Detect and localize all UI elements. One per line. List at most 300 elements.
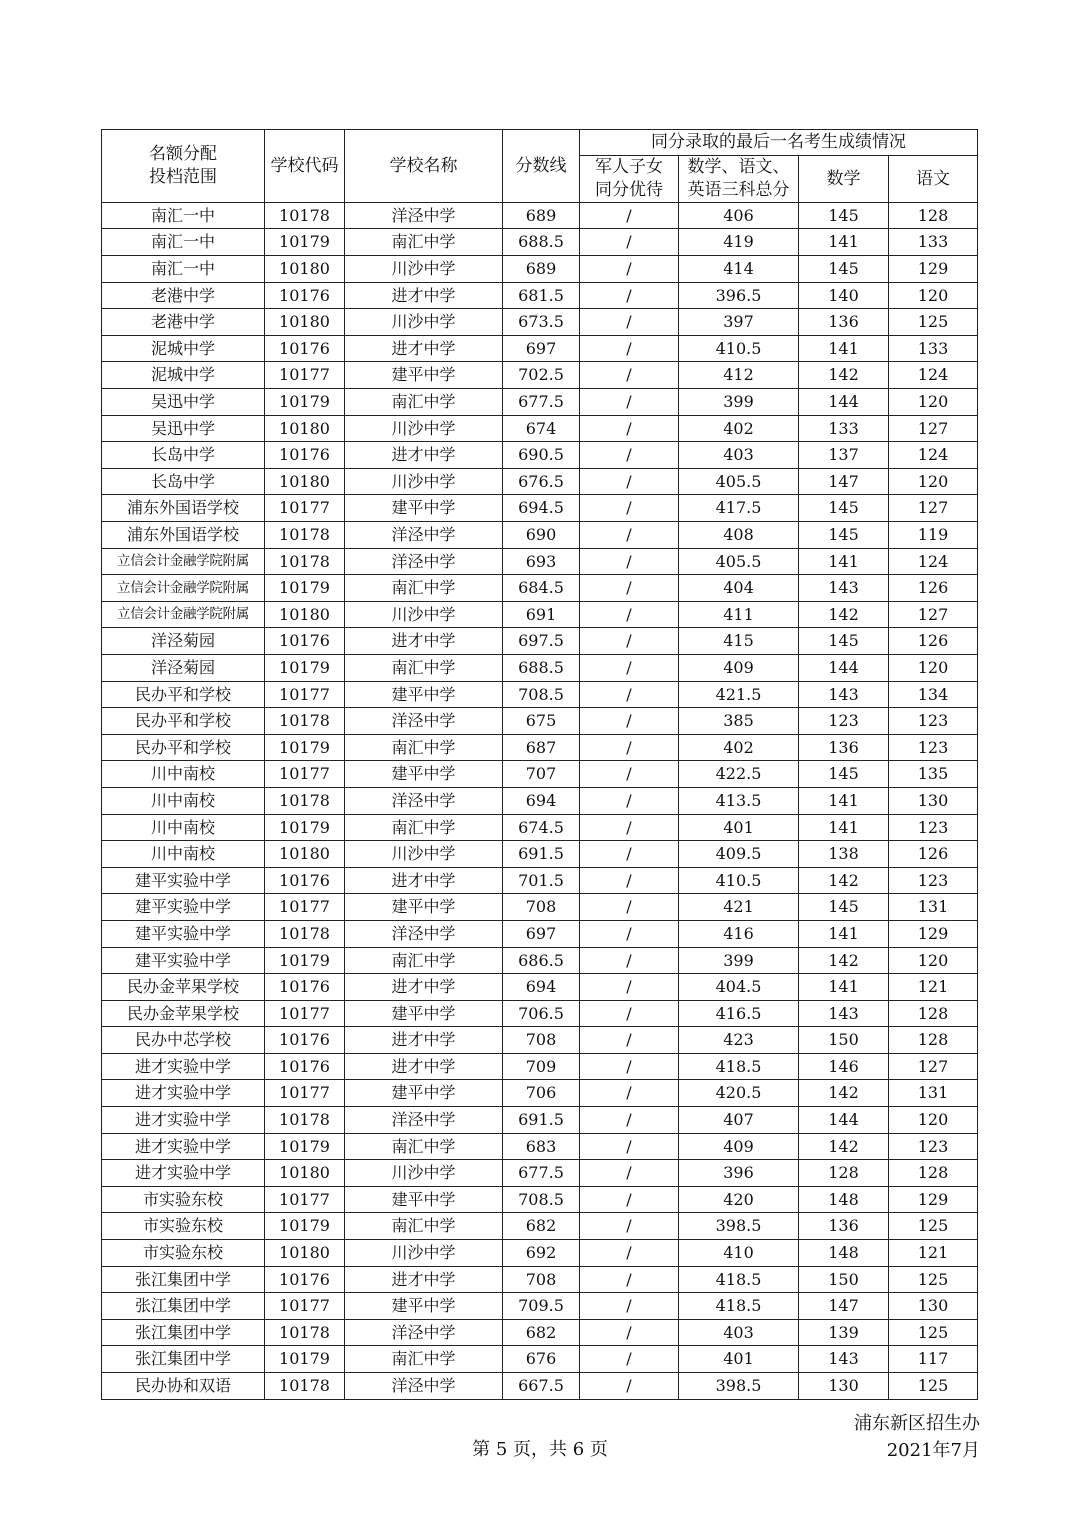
cell-math: 136 (799, 734, 889, 761)
cell-military: / (580, 654, 679, 681)
cell-name: 洋泾中学 (345, 708, 503, 735)
cell-total: 405.5 (679, 548, 799, 575)
cell-math: 147 (799, 1293, 889, 1320)
cell-score: 691.5 (503, 1107, 580, 1134)
table-row (102, 734, 978, 761)
cell-math: 145 (799, 522, 889, 549)
cell-code: 10180 (265, 601, 345, 628)
cell-code: 10177 (265, 362, 345, 389)
cell-code: 10179 (265, 947, 345, 974)
cell-name: 南汇中学 (345, 1213, 503, 1240)
cell-code: 10177 (265, 495, 345, 522)
table-row (102, 1107, 978, 1134)
cell-range: 进才实验中学 (102, 1133, 265, 1160)
cell-total: 410 (679, 1240, 799, 1267)
cell-score: 706.5 (503, 1000, 580, 1027)
cell-code: 10178 (265, 522, 345, 549)
cell-range: 川中南校 (102, 787, 265, 814)
table-row (102, 362, 978, 389)
cell-math: 150 (799, 1266, 889, 1293)
cell-code: 10178 (265, 1319, 345, 1346)
cell-math: 141 (799, 335, 889, 362)
cell-military: / (580, 841, 679, 868)
cell-code: 10178 (265, 787, 345, 814)
cell-score: 697 (503, 335, 580, 362)
cell-code: 10178 (265, 202, 345, 229)
cell-total: 398.5 (679, 1213, 799, 1240)
cell-total: 396 (679, 1160, 799, 1187)
cell-total: 401 (679, 1346, 799, 1373)
cell-math: 142 (799, 1133, 889, 1160)
table-row (102, 654, 978, 681)
cell-total: 419 (679, 229, 799, 256)
cell-name: 进才中学 (345, 628, 503, 655)
cell-math: 143 (799, 681, 889, 708)
cell-name: 洋泾中学 (345, 920, 503, 947)
table-row (102, 601, 978, 628)
cell-total: 407 (679, 1107, 799, 1134)
cell-total: 409.5 (679, 841, 799, 868)
cell-total: 396.5 (679, 282, 799, 309)
cell-military: / (580, 1346, 679, 1373)
cell-total: 402 (679, 415, 799, 442)
cell-military: / (580, 229, 679, 256)
cell-total: 416 (679, 920, 799, 947)
cell-name: 建平中学 (345, 495, 503, 522)
cell-math: 133 (799, 415, 889, 442)
cell-name: 川沙中学 (345, 256, 503, 283)
cell-military: / (580, 894, 679, 921)
cell-code: 10180 (265, 841, 345, 868)
cell-score: 681.5 (503, 282, 580, 309)
cell-score: 691.5 (503, 841, 580, 868)
cell-name: 南汇中学 (345, 1133, 503, 1160)
cell-code: 10179 (265, 1346, 345, 1373)
cell-chinese: 125 (889, 1319, 978, 1346)
cell-name: 川沙中学 (345, 1240, 503, 1267)
cell-military: / (580, 1240, 679, 1267)
cell-chinese: 125 (889, 1266, 978, 1293)
cell-chinese: 127 (889, 495, 978, 522)
cell-code: 10177 (265, 1293, 345, 1320)
cell-total: 421 (679, 894, 799, 921)
cell-code: 10176 (265, 335, 345, 362)
table-row (102, 708, 978, 735)
cell-military: / (580, 947, 679, 974)
cell-total: 418.5 (679, 1053, 799, 1080)
cell-math: 150 (799, 1027, 889, 1054)
cell-math: 146 (799, 1053, 889, 1080)
cell-chinese: 129 (889, 1186, 978, 1213)
cell-score: 682 (503, 1213, 580, 1240)
cell-chinese: 126 (889, 575, 978, 602)
cell-chinese: 127 (889, 1053, 978, 1080)
cell-chinese: 124 (889, 548, 978, 575)
cell-code: 10177 (265, 1186, 345, 1213)
cell-military: / (580, 1319, 679, 1346)
cell-total: 409 (679, 1133, 799, 1160)
cell-chinese: 128 (889, 1000, 978, 1027)
cell-code: 10177 (265, 761, 345, 788)
table-row (102, 389, 978, 416)
cell-code: 10179 (265, 734, 345, 761)
cell-code: 10178 (265, 920, 345, 947)
header-military: 军人子女 同分优待 (580, 156, 679, 203)
cell-code: 10176 (265, 628, 345, 655)
table-row (102, 229, 978, 256)
cell-range: 张江集团中学 (102, 1293, 265, 1320)
cell-chinese: 117 (889, 1346, 978, 1373)
cell-military: / (580, 335, 679, 362)
cell-military: / (580, 468, 679, 495)
cell-military: / (580, 362, 679, 389)
cell-code: 10178 (265, 1107, 345, 1134)
table-row (102, 1133, 978, 1160)
cell-chinese: 123 (889, 734, 978, 761)
cell-total: 404 (679, 575, 799, 602)
cell-math: 145 (799, 256, 889, 283)
cell-code: 10180 (265, 1160, 345, 1187)
cell-math: 139 (799, 1319, 889, 1346)
cell-military: / (580, 708, 679, 735)
cell-score: 682 (503, 1319, 580, 1346)
cell-score: 683 (503, 1133, 580, 1160)
cell-name: 建平中学 (345, 681, 503, 708)
cell-math: 142 (799, 362, 889, 389)
cell-name: 川沙中学 (345, 309, 503, 336)
cell-total: 403 (679, 442, 799, 469)
cell-math: 145 (799, 628, 889, 655)
cell-chinese: 123 (889, 814, 978, 841)
cell-name: 川沙中学 (345, 415, 503, 442)
cell-code: 10178 (265, 708, 345, 735)
table-row (102, 415, 978, 442)
cell-military: / (580, 1293, 679, 1320)
cell-name: 建平中学 (345, 761, 503, 788)
cell-code: 10176 (265, 1027, 345, 1054)
cell-chinese: 120 (889, 389, 978, 416)
cell-total: 403 (679, 1319, 799, 1346)
cell-code: 10177 (265, 1000, 345, 1027)
cell-name: 川沙中学 (345, 468, 503, 495)
cell-total: 401 (679, 814, 799, 841)
table-body (102, 202, 978, 1399)
cell-name: 洋泾中学 (345, 1319, 503, 1346)
cell-chinese: 126 (889, 628, 978, 655)
cell-military: / (580, 601, 679, 628)
cell-military: / (580, 1213, 679, 1240)
cell-score: 690.5 (503, 442, 580, 469)
cell-chinese: 120 (889, 654, 978, 681)
cell-name: 进才中学 (345, 974, 503, 1001)
cell-score: 674.5 (503, 814, 580, 841)
table-row (102, 1080, 978, 1107)
cell-code: 10179 (265, 1213, 345, 1240)
table-row (102, 522, 978, 549)
cell-score: 687 (503, 734, 580, 761)
cell-math: 140 (799, 282, 889, 309)
cell-chinese: 129 (889, 256, 978, 283)
cell-math: 145 (799, 894, 889, 921)
cell-military: / (580, 1080, 679, 1107)
cell-math: 123 (799, 708, 889, 735)
cell-code: 10176 (265, 974, 345, 1001)
cell-math: 141 (799, 920, 889, 947)
cell-range: 进才实验中学 (102, 1080, 265, 1107)
cell-total: 416.5 (679, 1000, 799, 1027)
cell-score: 708 (503, 1266, 580, 1293)
cell-total: 414 (679, 256, 799, 283)
cell-range: 张江集团中学 (102, 1346, 265, 1373)
cell-total: 385 (679, 708, 799, 735)
cell-score: 667.5 (503, 1373, 580, 1400)
cell-total: 409 (679, 654, 799, 681)
table-row (102, 495, 978, 522)
table-row (102, 681, 978, 708)
table-row (102, 1000, 978, 1027)
cell-name: 进才中学 (345, 867, 503, 894)
cell-math: 144 (799, 654, 889, 681)
cell-score: 708.5 (503, 681, 580, 708)
cell-military: / (580, 575, 679, 602)
cell-name: 进才中学 (345, 442, 503, 469)
cell-math: 141 (799, 814, 889, 841)
cell-military: / (580, 1053, 679, 1080)
cell-math: 141 (799, 974, 889, 1001)
cell-military: / (580, 1266, 679, 1293)
cell-range: 老港中学 (102, 282, 265, 309)
cell-name: 南汇中学 (345, 1346, 503, 1373)
cell-range: 民办金苹果学校 (102, 1000, 265, 1027)
table-row (102, 1213, 978, 1240)
cell-total: 418.5 (679, 1266, 799, 1293)
cell-total: 411 (679, 601, 799, 628)
cell-total: 422.5 (679, 761, 799, 788)
table-row (102, 1373, 978, 1400)
cell-military: / (580, 761, 679, 788)
cell-military: / (580, 681, 679, 708)
cell-range: 立信会计金融学院附属 (102, 548, 265, 575)
cell-name: 建平中学 (345, 1080, 503, 1107)
cell-score: 708 (503, 894, 580, 921)
cell-math: 142 (799, 1080, 889, 1107)
cell-math: 148 (799, 1186, 889, 1213)
cell-score: 702.5 (503, 362, 580, 389)
cell-military: / (580, 282, 679, 309)
cell-score: 688.5 (503, 229, 580, 256)
cell-chinese: 127 (889, 601, 978, 628)
header-range: 名额分配 投档范围 (102, 130, 265, 203)
cell-military: / (580, 628, 679, 655)
cell-total: 415 (679, 628, 799, 655)
cell-military: / (580, 389, 679, 416)
table-row (102, 1346, 978, 1373)
cell-code: 10180 (265, 256, 345, 283)
cell-math: 141 (799, 548, 889, 575)
footer-date: 2021年7月 (886, 1440, 980, 1461)
table-row (102, 974, 978, 1001)
cell-score: 694.5 (503, 495, 580, 522)
table-row (102, 1160, 978, 1187)
cell-name: 洋泾中学 (345, 548, 503, 575)
cell-score: 686.5 (503, 947, 580, 974)
cell-military: / (580, 920, 679, 947)
cell-name: 洋泾中学 (345, 1107, 503, 1134)
cell-score: 701.5 (503, 867, 580, 894)
cell-code: 10176 (265, 1266, 345, 1293)
cell-range: 建平实验中学 (102, 867, 265, 894)
cell-code: 10176 (265, 867, 345, 894)
cell-math: 137 (799, 442, 889, 469)
cell-name: 洋泾中学 (345, 522, 503, 549)
cell-total: 404.5 (679, 974, 799, 1001)
cell-chinese: 123 (889, 867, 978, 894)
cell-range: 民办协和双语 (102, 1373, 265, 1400)
cell-math: 143 (799, 1346, 889, 1373)
cell-range: 建平实验中学 (102, 894, 265, 921)
cell-math: 145 (799, 495, 889, 522)
cell-math: 136 (799, 1213, 889, 1240)
cell-range: 进才实验中学 (102, 1053, 265, 1080)
cell-military: / (580, 814, 679, 841)
header-score: 分数线 (503, 130, 580, 203)
header-math: 数学 (799, 156, 889, 203)
cell-math: 142 (799, 867, 889, 894)
cell-range: 民办中芯学校 (102, 1027, 265, 1054)
cell-total: 397 (679, 309, 799, 336)
cell-military: / (580, 415, 679, 442)
cell-military: / (580, 1000, 679, 1027)
cell-math: 147 (799, 468, 889, 495)
cell-chinese: 125 (889, 309, 978, 336)
cell-score: 673.5 (503, 309, 580, 336)
cell-total: 410.5 (679, 335, 799, 362)
cell-chinese: 134 (889, 681, 978, 708)
cell-military: / (580, 309, 679, 336)
cell-name: 进才中学 (345, 1053, 503, 1080)
cell-total: 399 (679, 947, 799, 974)
cell-total: 420 (679, 1186, 799, 1213)
cell-range: 浦东外国语学校 (102, 522, 265, 549)
cell-code: 10177 (265, 681, 345, 708)
cell-name: 川沙中学 (345, 1160, 503, 1187)
cell-score: 676.5 (503, 468, 580, 495)
cell-range: 建平实验中学 (102, 920, 265, 947)
cell-chinese: 130 (889, 787, 978, 814)
cell-name: 进才中学 (345, 1266, 503, 1293)
table-row (102, 761, 978, 788)
cell-code: 10179 (265, 229, 345, 256)
cell-math: 145 (799, 761, 889, 788)
cell-chinese: 131 (889, 894, 978, 921)
cell-score: 697.5 (503, 628, 580, 655)
cell-chinese: 124 (889, 442, 978, 469)
table-row (102, 1186, 978, 1213)
cell-code: 10177 (265, 1080, 345, 1107)
table-row (102, 575, 978, 602)
cell-chinese: 127 (889, 415, 978, 442)
cell-range: 立信会计金融学院附属 (102, 575, 265, 602)
cell-name: 洋泾中学 (345, 787, 503, 814)
cell-code: 10179 (265, 389, 345, 416)
table-row (102, 1293, 978, 1320)
table-row (102, 335, 978, 362)
cell-chinese: 135 (889, 761, 978, 788)
cell-math: 148 (799, 1240, 889, 1267)
cell-range: 市实验东校 (102, 1186, 265, 1213)
cell-range: 泥城中学 (102, 362, 265, 389)
cell-range: 川中南校 (102, 761, 265, 788)
cell-total: 413.5 (679, 787, 799, 814)
cell-military: / (580, 734, 679, 761)
cell-name: 南汇中学 (345, 814, 503, 841)
cell-name: 南汇中学 (345, 734, 503, 761)
cell-total: 405.5 (679, 468, 799, 495)
table-row (102, 920, 978, 947)
cell-range: 进才实验中学 (102, 1160, 265, 1187)
cell-math: 145 (799, 202, 889, 229)
table-row (102, 256, 978, 283)
cell-total: 420.5 (679, 1080, 799, 1107)
cell-total: 412 (679, 362, 799, 389)
table-row (102, 1266, 978, 1293)
cell-total: 398.5 (679, 1373, 799, 1400)
cell-chinese: 130 (889, 1293, 978, 1320)
table-header (102, 130, 978, 203)
cell-score: 707 (503, 761, 580, 788)
cell-math: 136 (799, 309, 889, 336)
header-chinese: 语文 (889, 156, 978, 203)
cell-range: 长岛中学 (102, 468, 265, 495)
cell-name: 洋泾中学 (345, 202, 503, 229)
cell-chinese: 125 (889, 1373, 978, 1400)
cell-military: / (580, 974, 679, 1001)
cell-chinese: 133 (889, 229, 978, 256)
cell-score: 674 (503, 415, 580, 442)
cell-chinese: 121 (889, 1240, 978, 1267)
cell-range: 南汇一中 (102, 202, 265, 229)
cell-military: / (580, 1186, 679, 1213)
cell-code: 10179 (265, 575, 345, 602)
cell-chinese: 124 (889, 362, 978, 389)
cell-range: 市实验东校 (102, 1240, 265, 1267)
cell-code: 10176 (265, 442, 345, 469)
cell-code: 10180 (265, 1240, 345, 1267)
cell-name: 建平中学 (345, 1186, 503, 1213)
cell-score: 697 (503, 920, 580, 947)
cell-name: 南汇中学 (345, 389, 503, 416)
cell-score: 676 (503, 1346, 580, 1373)
header-name: 学校名称 (345, 130, 503, 203)
cell-range: 立信会计金融学院附属 (102, 601, 265, 628)
cell-chinese: 126 (889, 841, 978, 868)
cell-military: / (580, 1133, 679, 1160)
cell-chinese: 125 (889, 1213, 978, 1240)
cell-name: 川沙中学 (345, 841, 503, 868)
cell-math: 143 (799, 575, 889, 602)
cell-range: 吴迅中学 (102, 389, 265, 416)
cell-name: 南汇中学 (345, 229, 503, 256)
table-row (102, 468, 978, 495)
cell-range: 南汇一中 (102, 229, 265, 256)
cell-code: 10176 (265, 282, 345, 309)
table-row (102, 947, 978, 974)
cell-range: 民办平和学校 (102, 708, 265, 735)
cell-math: 138 (799, 841, 889, 868)
cell-military: / (580, 1373, 679, 1400)
cell-chinese: 131 (889, 1080, 978, 1107)
cell-score: 706 (503, 1080, 580, 1107)
